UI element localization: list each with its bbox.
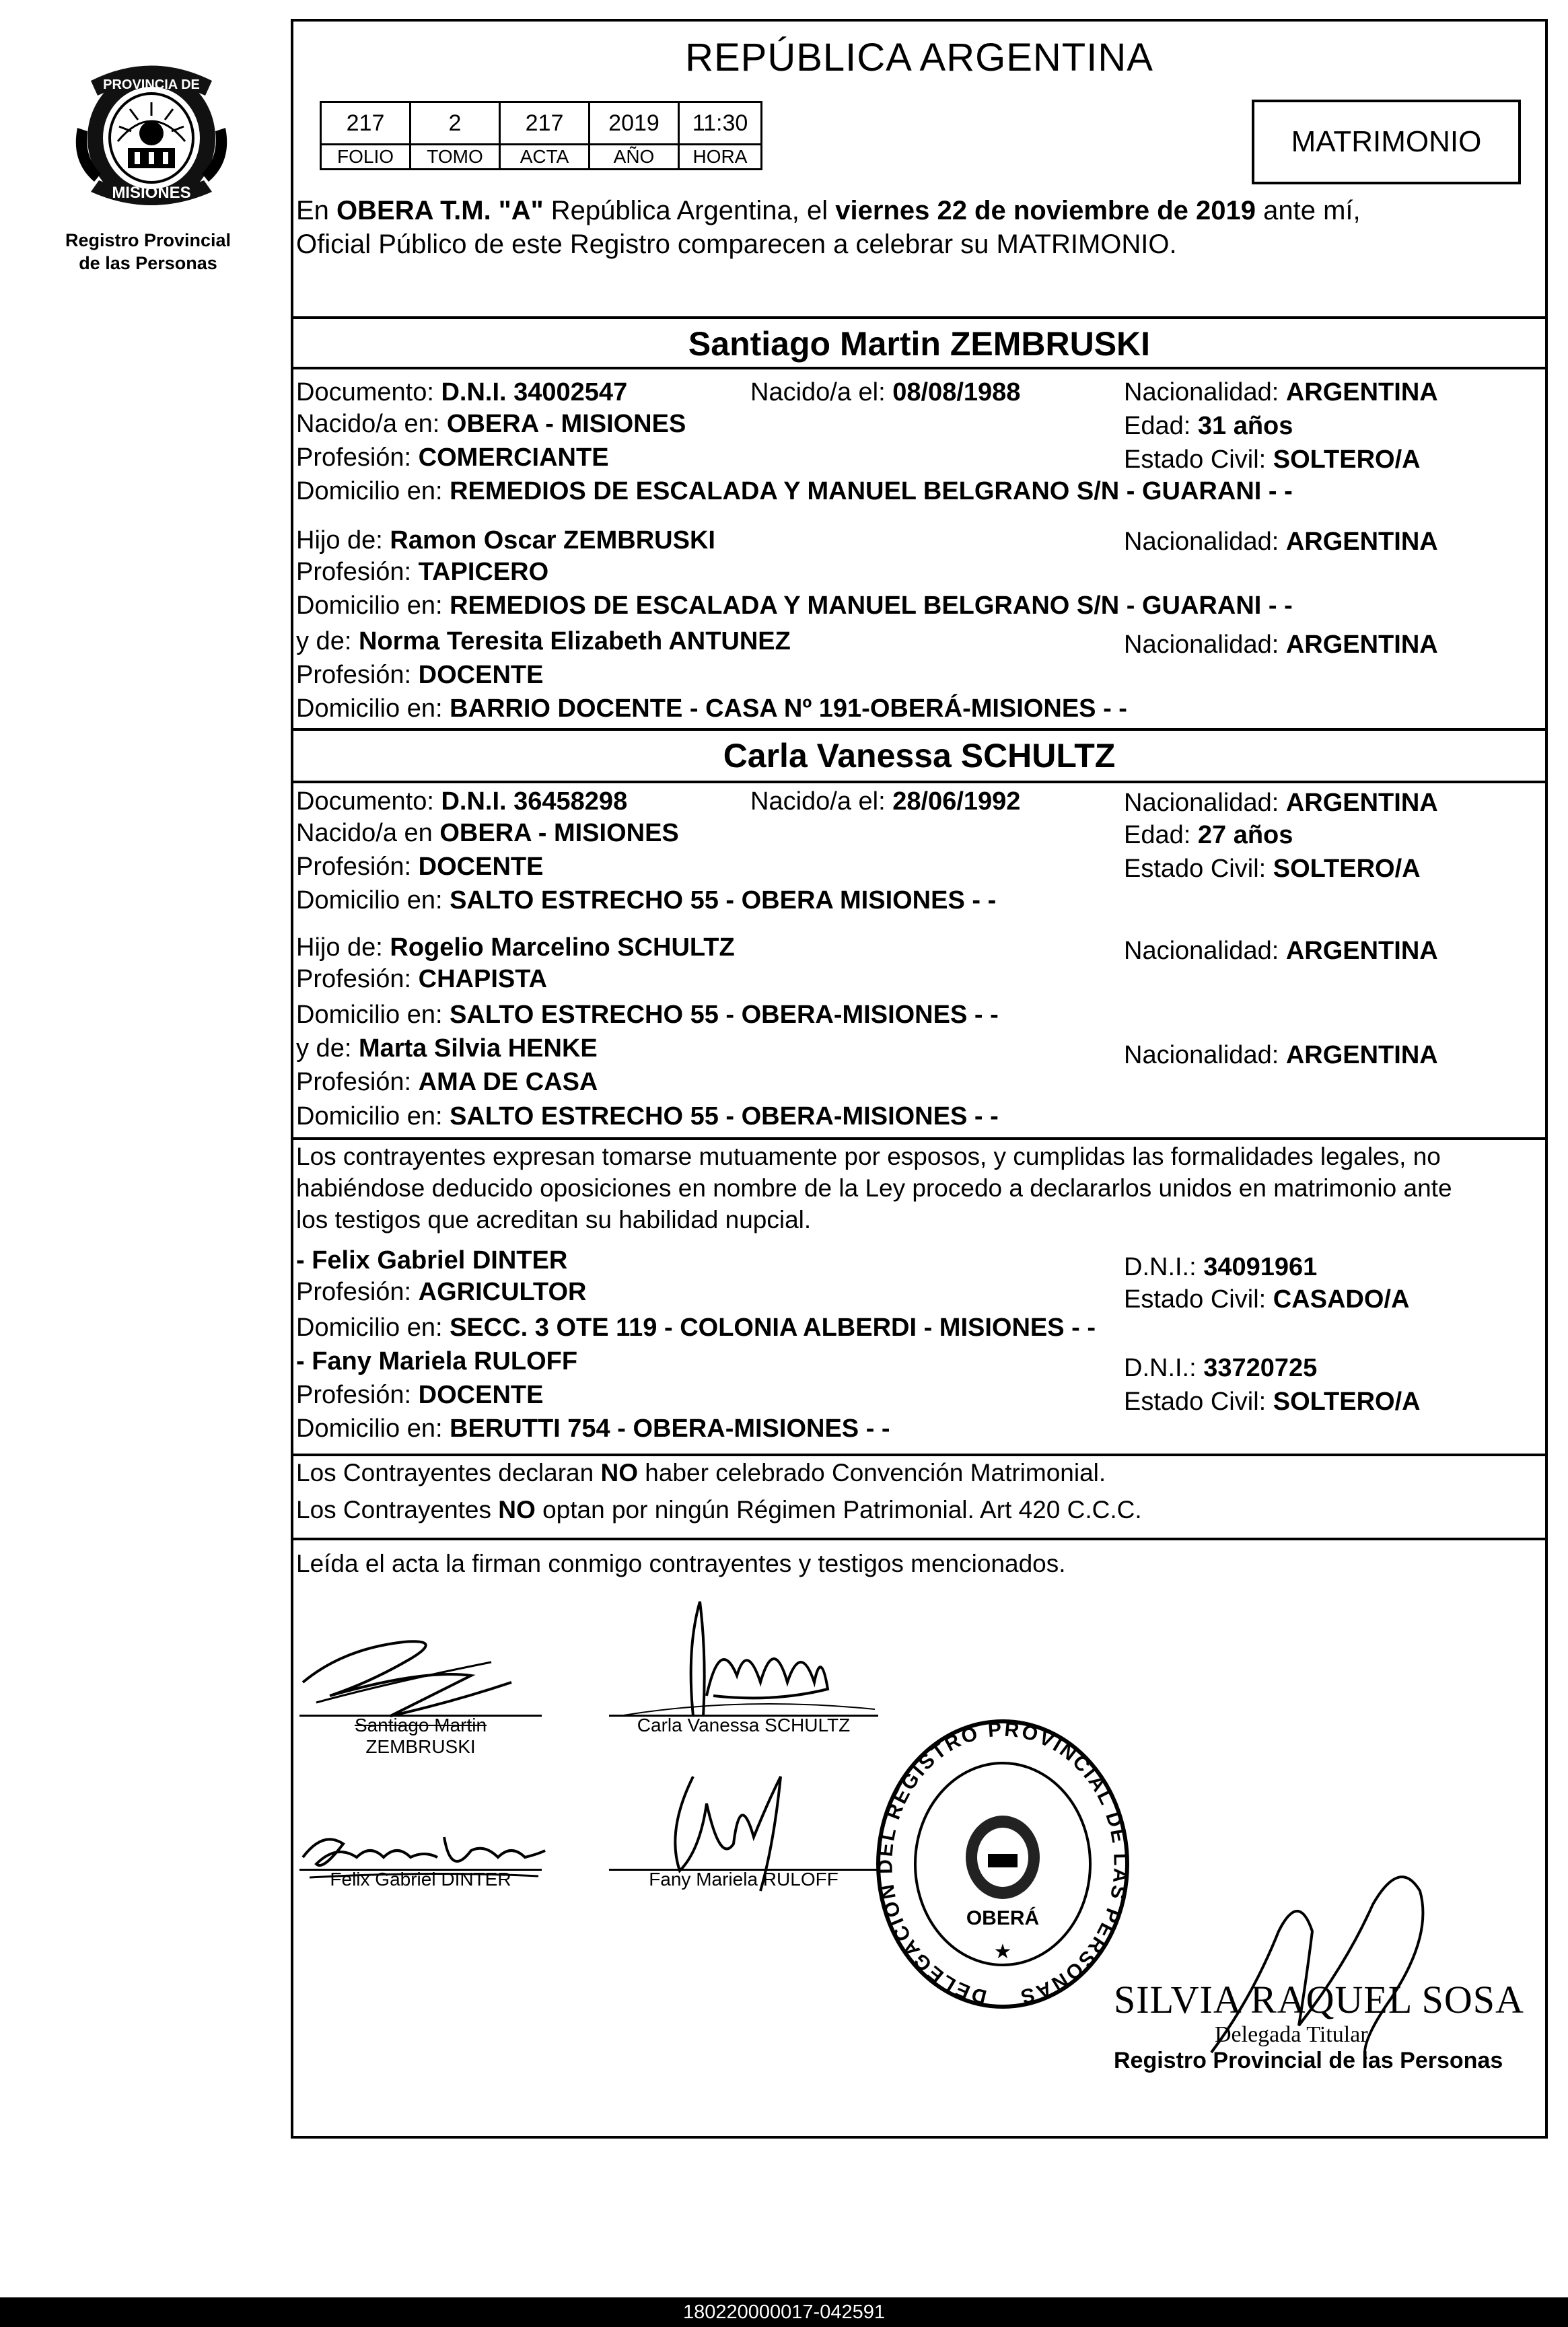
label: Profesión: [296, 965, 419, 993]
official-office: Registro Provincial de las Personas [1114, 2048, 1503, 2073]
value: ARGENTINA [1285, 528, 1438, 556]
value: OBERA - MISIONES [446, 410, 686, 438]
witness-2-name: - Fany Mariela RULOFF [296, 1347, 578, 1375]
label: Nacido/a el: [750, 378, 893, 406]
value: Norma Teresita Elizabeth ANTUNEZ [358, 627, 791, 655]
convention-line-1 [296, 1457, 1106, 1489]
bride-mother-nationality [1124, 1040, 1438, 1071]
label: Profesión: [296, 558, 419, 586]
groom-father-address [296, 590, 1293, 622]
label: Domicilio en: [296, 1314, 450, 1342]
label: Edad: [1124, 412, 1198, 440]
value: AGRICULTOR [418, 1278, 587, 1306]
groom-father [296, 525, 715, 557]
intro-text: ante mí, [1256, 196, 1361, 225]
groom-signature-name-line1: Santiago Martin [354, 1715, 487, 1735]
registry-stamp [868, 1716, 1137, 2026]
witness-1-dni [1124, 1252, 1317, 1283]
groom-document [296, 377, 627, 408]
value: SOLTERO/A [1273, 445, 1421, 474]
label: y de: [296, 1034, 359, 1063]
value: OBERA - MISIONES [439, 819, 679, 847]
value: ARGENTINA [1285, 1041, 1438, 1069]
value: SALTO ESTRECHO 55 - OBERA-MISIONES - - [450, 1001, 999, 1029]
text: Los Contrayentes declaran [296, 1459, 601, 1487]
groom-nationality [1124, 377, 1438, 408]
label: Nacionalidad: [1124, 1041, 1286, 1069]
groom-age [1124, 410, 1293, 442]
bride-birth-date [750, 786, 1020, 818]
label: Profesión: [296, 1381, 419, 1409]
value: REMEDIOS DE ESCALADA Y MANUEL BELGRANO S/N - GUARANI - - [450, 592, 1293, 620]
value: ARGENTINA [1285, 378, 1438, 406]
label: Domicilio en: [296, 1001, 450, 1029]
value: SOLTERO/A [1273, 1388, 1421, 1416]
value: Rogelio Marcelino SCHULTZ [390, 933, 735, 962]
groom-civil-status [1124, 444, 1421, 476]
svg-text:OBERÁ: OBERÁ [966, 1907, 1040, 1929]
witness-1-name: - Felix Gabriel DINTER [296, 1246, 568, 1275]
divider [291, 367, 1548, 369]
value: BERUTTI 754 - OBERA-MISIONES - - [450, 1415, 890, 1443]
svg-text:DELEGACION DEL REGISTRO PROVIN: DELEGACION DEL REGISTRO PROVINCIAL DE LAS PERSONAS [874, 1718, 1132, 2009]
label: Domicilio en: [296, 1415, 450, 1443]
value: ARGENTINA [1285, 789, 1438, 817]
value: 28/06/1992 [892, 787, 1021, 816]
bride-mother [296, 1033, 598, 1065]
page-title: REPÚBLICA ARGENTINA [685, 36, 1153, 79]
bride-nationality [1124, 787, 1438, 819]
value: 27 años [1197, 821, 1293, 849]
folio-value: 217 [321, 102, 411, 145]
intro-text: República Argentina, el [543, 196, 836, 225]
value: Marta Silvia HENKE [358, 1034, 598, 1063]
tomo-value: 2 [411, 102, 500, 145]
bride-father-profession [296, 964, 547, 995]
document-code-bar [0, 2297, 1568, 2327]
value: DOCENTE [418, 661, 544, 689]
label: Estado Civil: [1124, 1285, 1273, 1314]
label: Estado Civil: [1124, 1388, 1273, 1416]
label: Hijo de: [296, 933, 390, 962]
value: D.N.I. 34002547 [441, 378, 628, 406]
bride-father [296, 932, 735, 964]
groom-mother [296, 626, 791, 657]
declaration-line-1: Los contrayentes expresan tomarse mutuamente por esposos, y cumplidas las formalidades legales, no [296, 1143, 1441, 1170]
bride-father-nationality [1124, 935, 1438, 967]
tomo-label: TOMO [411, 145, 500, 170]
registry-office: OBERA T.M. "A" [336, 196, 544, 225]
value: DOCENTE [418, 853, 544, 881]
value: CHAPISTA [418, 965, 548, 993]
hora-label: HORA [679, 145, 762, 170]
groom-name-heading: Santiago Martin ZEMBRUSKI [688, 325, 1151, 363]
registry-caption-line2: de las Personas [79, 253, 217, 273]
official-name: SILVIA RAQUEL SOSA [1114, 1978, 1524, 2021]
bride-profession [296, 851, 543, 883]
province-seal-logo [64, 54, 239, 215]
value: 34091961 [1203, 1253, 1318, 1281]
value: 08/08/1988 [892, 378, 1021, 406]
label: Domicilio en: [296, 886, 450, 915]
label: Domicilio en: [296, 1102, 450, 1131]
acta-label: ACTA [500, 145, 590, 170]
label: Profesión: [296, 661, 419, 689]
intro-line-1 [296, 195, 1361, 227]
record-number-table [320, 101, 762, 170]
value: Ramon Oscar ZEMBRUSKI [390, 526, 715, 554]
witness-2-profession [296, 1380, 543, 1411]
intro-text: En [296, 196, 337, 225]
bride-age [1124, 820, 1293, 851]
value: CASADO/A [1273, 1285, 1410, 1314]
divider [291, 728, 1548, 731]
svg-text:MISIONES: MISIONES [112, 184, 191, 202]
value: 33720725 [1203, 1354, 1318, 1382]
bride-document [296, 786, 627, 818]
label: y de: [296, 627, 359, 655]
witness-1-profession [296, 1277, 586, 1308]
label: Hijo de: [296, 526, 390, 554]
groom-father-profession [296, 557, 548, 588]
witness-1-address [296, 1312, 1096, 1344]
value: SECC. 3 OTE 119 - COLONIA ALBERDI - MISIONES - - [450, 1314, 1096, 1342]
groom-mother-nationality [1124, 629, 1438, 661]
bride-name-heading: Carla Vanessa SCHULTZ [723, 737, 1116, 775]
value: ARGENTINA [1285, 937, 1438, 965]
label: Nacido/a en [296, 819, 440, 847]
label: Nacionalidad: [1124, 378, 1286, 406]
anio-label: AÑO [590, 145, 679, 170]
value: AMA DE CASA [418, 1068, 598, 1096]
hora-value: 11:30 [679, 102, 762, 145]
text: haber celebrado Convención Matrimonial. [638, 1459, 1106, 1487]
text: optan por ningún Régimen Patrimonial. Art 420 C.C.C. [535, 1496, 1142, 1524]
bride-signature-name: Carla Vanessa SCHULTZ [637, 1715, 851, 1735]
witness-1-signature-name: Felix Gabriel DINTER [330, 1869, 511, 1890]
value: BARRIO DOCENTE - CASA Nº 191-OBERÁ-MISIONES - - [450, 694, 1127, 723]
groom-profession [296, 442, 609, 474]
groom-signature-name-line2: ZEMBRUSKI [365, 1736, 476, 1757]
label: Nacionalidad: [1124, 631, 1286, 659]
value: SOLTERO/A [1273, 855, 1421, 883]
value: 31 años [1197, 412, 1293, 440]
witness-1-civil-status [1124, 1284, 1409, 1316]
divider [291, 1454, 1548, 1456]
label: Estado Civil: [1124, 445, 1273, 474]
label: Profesión: [296, 443, 419, 472]
label: Profesión: [296, 1068, 419, 1096]
witness-2-address [296, 1413, 890, 1445]
ceremony-date: viernes 22 de noviembre de 2019 [835, 196, 1256, 225]
groom-birth-place [296, 408, 686, 440]
groom-birth-date [750, 377, 1020, 408]
label: Nacionalidad: [1124, 789, 1286, 817]
bride-civil-status [1124, 853, 1421, 885]
folio-label: FOLIO [321, 145, 411, 170]
anio-value: 2019 [590, 102, 679, 145]
acta-value: 217 [500, 102, 590, 145]
label: Documento: [296, 787, 441, 816]
label: Profesión: [296, 853, 419, 881]
registry-caption-line1: Registro Provincial [65, 230, 231, 250]
official-block [1114, 1977, 1531, 2074]
label: Nacido/a el: [750, 787, 893, 816]
label: Estado Civil: [1124, 855, 1273, 883]
groom-father-nationality [1124, 526, 1438, 558]
label: Domicilio en: [296, 694, 450, 723]
divider [291, 316, 1548, 319]
closing-text: Leída el acta la firman conmigo contrayentes y testigos mencionados. [296, 1550, 1066, 1577]
label: Profesión: [296, 1278, 419, 1306]
value: TAPICERO [418, 558, 549, 586]
groom-mother-profession [296, 659, 543, 691]
document-type-box [1252, 100, 1521, 184]
divider [291, 781, 1548, 783]
value: SALTO ESTRECHO 55 - OBERA-MISIONES - - [450, 1102, 999, 1131]
declaration-line-2: habiéndose deducido oposiciones en nombre de la Ley procedo a declararlos unidos en matrimonio ante [296, 1174, 1452, 1202]
convention-line-2 [296, 1494, 1142, 1526]
label: Nacionalidad: [1124, 937, 1286, 965]
groom-mother-address [296, 693, 1127, 725]
value: COMERCIANTE [418, 443, 609, 472]
bride-mother-address [296, 1101, 999, 1133]
label: Nacido/a en: [296, 410, 447, 438]
value: ARGENTINA [1285, 631, 1438, 659]
groom-signature-name [299, 1715, 542, 1758]
divider [291, 1137, 1548, 1140]
label: Nacionalidad: [1124, 528, 1286, 556]
witness-2-dni [1124, 1353, 1317, 1384]
value: SALTO ESTRECHO 55 - OBERA MISIONES - - [450, 886, 997, 915]
label: Documento: [296, 378, 441, 406]
bride-signature [606, 1595, 888, 1729]
label: D.N.I.: [1124, 1354, 1204, 1382]
svg-text:PROVINCIA DE: PROVINCIA DE [103, 77, 200, 92]
value: DOCENTE [418, 1381, 544, 1409]
divider [291, 1538, 1548, 1540]
witness-2-signature-name: Fany Mariela RULOFF [649, 1869, 839, 1890]
emphasis: NO [600, 1459, 638, 1487]
bride-birth-place [296, 818, 679, 849]
official-role: Delegada Titular [1215, 2022, 1368, 2047]
intro-line-2: Oficial Público de este Registro comparecen a celebrar su MATRIMONIO. [296, 229, 1177, 259]
registry-caption [27, 229, 269, 275]
document-type: MATRIMONIO [1291, 125, 1482, 158]
value: D.N.I. 36458298 [441, 787, 628, 816]
label: D.N.I.: [1124, 1253, 1204, 1281]
label: Edad: [1124, 821, 1198, 849]
document-code: 180220000017-042591 [683, 2301, 885, 2323]
svg-text:★: ★ [993, 1940, 1012, 1964]
bride-mother-profession [296, 1067, 598, 1098]
groom-address [296, 476, 1293, 507]
bride-father-address [296, 999, 999, 1031]
value: REMEDIOS DE ESCALADA Y MANUEL BELGRANO S/N - GUARANI - - [450, 477, 1293, 505]
declaration-line-3: los testigos que acreditan su habilidad nupcial. [296, 1206, 812, 1233]
label: Domicilio en: [296, 592, 450, 620]
emphasis: NO [498, 1496, 536, 1524]
witness-2-civil-status [1124, 1386, 1421, 1418]
bride-address [296, 885, 996, 917]
label: Domicilio en: [296, 477, 450, 505]
text: Los Contrayentes [296, 1496, 499, 1524]
